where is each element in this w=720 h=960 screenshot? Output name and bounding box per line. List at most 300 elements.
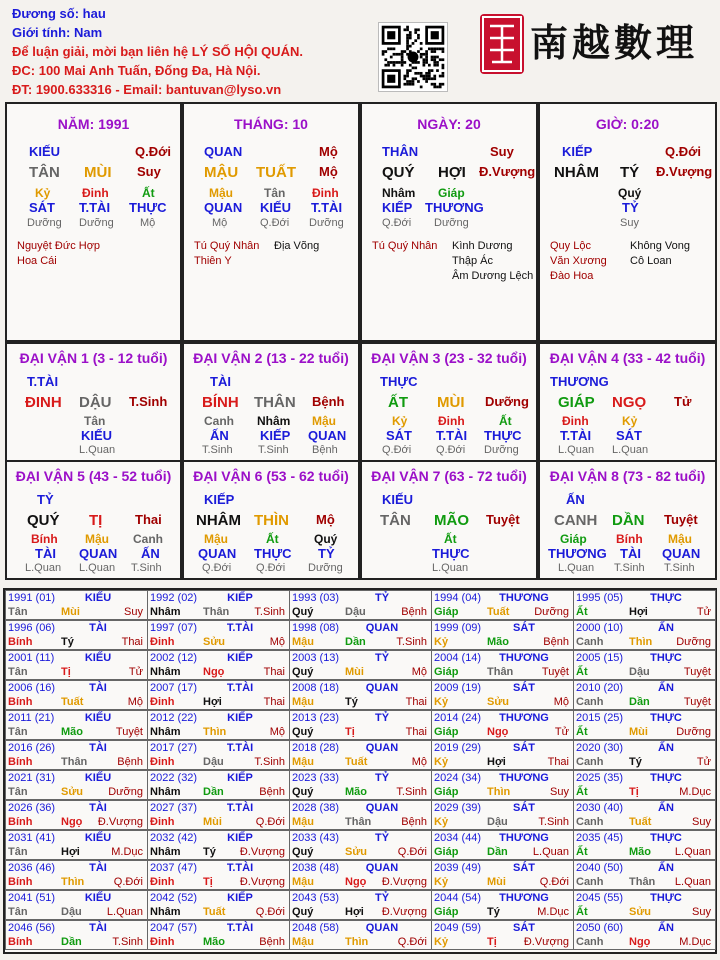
year-status: Suy	[692, 816, 711, 828]
year-line-1	[292, 712, 431, 724]
year-line-1	[576, 592, 715, 604]
year-line-1	[576, 922, 715, 934]
year-branch: Ngọ	[345, 876, 367, 888]
year-branch: Ngọ	[61, 816, 83, 828]
year-line-2	[434, 906, 573, 918]
year-line-2	[8, 786, 147, 798]
year-label: 2032 (42)	[150, 832, 198, 844]
chart-text: Giáp	[560, 532, 587, 546]
year-branch: Hợi	[61, 846, 80, 858]
year-status: Mộ	[127, 696, 143, 708]
year-line-2	[150, 756, 289, 768]
year-line-1	[576, 772, 715, 784]
header-value: Nam	[73, 25, 103, 40]
chart-text: THỰC	[129, 200, 167, 215]
year-line-2	[150, 696, 289, 708]
header-label: Giới tính:	[12, 25, 74, 40]
year-line-1	[8, 832, 147, 844]
year-cell	[147, 710, 290, 740]
year-status: Tuyệt	[683, 666, 711, 678]
year-grid	[3, 588, 717, 954]
year-line-1	[8, 622, 147, 634]
year-line-2	[292, 696, 431, 708]
chart-text: SÁT	[29, 200, 55, 215]
year-label: 2045 (55)	[576, 892, 624, 904]
year-tenshen: T.TÀI	[226, 922, 254, 934]
year-tenshen: KIẾU	[84, 772, 112, 784]
year-cell	[5, 710, 148, 740]
year-tenshen: TỶ	[374, 592, 390, 604]
year-cell	[147, 920, 290, 950]
year-line-2	[576, 726, 715, 738]
year-line-2	[150, 906, 289, 918]
year-line-2	[576, 666, 715, 678]
chart-text: Mộ	[319, 164, 338, 179]
year-label: 2041 (51)	[8, 892, 56, 904]
year-line-1	[434, 832, 573, 844]
year-stem: Giáp	[434, 906, 459, 918]
year-label: 1993 (03)	[292, 592, 340, 604]
year-stem: Kỷ	[434, 636, 449, 648]
chart-text: Kỷ	[622, 414, 638, 428]
year-label: 2026 (36)	[8, 802, 56, 814]
year-line-1	[8, 802, 147, 814]
pillar-title: GIỜ: 0:20	[595, 116, 660, 132]
year-stem: Quý	[292, 786, 314, 798]
chart-text: CANH	[554, 512, 598, 529]
year-stem: Canh	[576, 936, 604, 948]
year-label: 2034 (44)	[434, 832, 482, 844]
year-line-1	[434, 892, 573, 904]
year-tenshen: SÁT	[513, 802, 535, 814]
year-cell	[5, 650, 148, 680]
year-stem: Đinh	[150, 816, 175, 828]
year-line-2	[434, 816, 573, 828]
year-tenshen: QUAN	[365, 622, 399, 634]
year-status: Mộ	[269, 636, 285, 648]
year-label: 2021 (31)	[8, 772, 56, 784]
year-label: 2016 (26)	[8, 742, 56, 754]
year-line-1	[576, 832, 715, 844]
chart-text: T.TÀI	[436, 428, 468, 443]
year-branch: Sửu	[61, 786, 84, 798]
year-status: Tuyệt	[115, 726, 143, 738]
year-stem: Mậu	[292, 636, 314, 648]
year-branch: Thân	[345, 816, 372, 828]
year-line-2	[292, 756, 431, 768]
year-label: 2001 (11)	[8, 652, 55, 664]
chart-text: KIẾP	[562, 144, 593, 159]
year-status: Tử	[554, 726, 569, 738]
chart-text: THƯƠNG	[550, 374, 609, 389]
chart-text: THÂN	[382, 144, 419, 159]
year-line-1	[434, 622, 573, 634]
year-branch: Thân	[629, 876, 656, 888]
chart-text: T.Sinh	[202, 444, 233, 456]
year-branch: Dậu	[203, 756, 224, 768]
year-tenshen: THỰC	[650, 652, 682, 664]
year-status: Bệnh	[259, 786, 285, 798]
year-cell	[147, 890, 290, 920]
year-branch: Thìn	[629, 636, 653, 648]
year-status: Đ.Vượng	[381, 876, 427, 888]
chart-text: Đinh	[438, 414, 465, 428]
year-stem: Kỷ	[434, 936, 449, 948]
year-status: Mộ	[411, 666, 427, 678]
year-branch: Ngọ	[629, 936, 651, 948]
chart-text: Dưỡng	[484, 444, 519, 456]
year-label: 2005 (15)	[576, 652, 624, 664]
year-status: M.Dục	[111, 846, 143, 858]
year-branch: Tý	[61, 636, 74, 648]
year-line-1	[8, 652, 147, 664]
year-branch: Sửu	[345, 846, 368, 858]
year-status: Tử	[128, 666, 143, 678]
year-line-1	[576, 802, 715, 814]
dai-van-cell	[538, 342, 717, 462]
year-stem: Đinh	[150, 636, 175, 648]
year-tenshen: THƯƠNG	[499, 652, 549, 664]
chart-text: KIẾP	[382, 200, 413, 215]
chart-text: TUẤT	[256, 164, 296, 181]
year-status: Bệnh	[259, 936, 285, 948]
year-stem: Tân	[8, 726, 28, 738]
year-cell	[573, 770, 716, 800]
year-line-1	[434, 742, 573, 754]
year-cell	[147, 860, 290, 890]
year-branch: Sửu	[629, 906, 652, 918]
year-cell	[147, 830, 290, 860]
year-line-2	[576, 636, 715, 648]
chart-text: Tân	[84, 414, 106, 428]
chart-text: NGỌ	[612, 394, 647, 411]
year-branch: Tuất	[203, 906, 226, 918]
chart-text: MÃO	[434, 512, 469, 529]
year-branch: Mão	[203, 936, 225, 948]
year-status: Tử	[696, 606, 711, 618]
dai-van-title: ĐẠI VẬN 8 (73 - 82 tuổi)	[549, 468, 706, 484]
year-stem: Canh	[576, 876, 604, 888]
year-line-1	[150, 652, 289, 664]
year-line-1	[150, 742, 289, 754]
year-stem: Quý	[292, 846, 314, 858]
year-branch: Thìn	[345, 936, 369, 948]
pillar-title: THÁNG: 10	[234, 116, 308, 132]
year-line-1	[576, 712, 715, 724]
year-tenshen: THƯƠNG	[499, 892, 549, 904]
year-branch: Hợi	[487, 756, 506, 768]
year-branch: Tuất	[345, 756, 368, 768]
year-line-1	[292, 832, 431, 844]
chart-text: QUAN	[308, 428, 347, 443]
year-status: Q.Đới	[113, 876, 143, 888]
year-tenshen: THỰC	[650, 892, 682, 904]
year-status: Đ.Vượng	[239, 846, 285, 858]
year-line-1	[292, 592, 431, 604]
year-status: Thai	[547, 756, 569, 768]
chart-text: Tú Quý Nhân	[194, 240, 260, 252]
year-branch: Dậu	[345, 606, 366, 618]
chart-text: NHÂM	[554, 164, 599, 181]
chart-text: THƯƠNG	[425, 200, 484, 215]
year-tenshen: T.TÀI	[226, 742, 254, 754]
year-label: 2011 (21)	[8, 712, 55, 724]
year-line-1	[434, 652, 573, 664]
chart-text: L.Quan	[432, 562, 469, 574]
year-line-2	[292, 636, 431, 648]
year-cell	[431, 710, 574, 740]
year-label: 2044 (54)	[434, 892, 482, 904]
chart-text: L.Quan	[79, 562, 116, 574]
dai-van-cell	[5, 460, 182, 580]
year-status: Đ.Vượng	[239, 876, 285, 888]
year-cell	[431, 680, 574, 710]
year-branch: Tuất	[629, 816, 652, 828]
year-line-2	[576, 756, 715, 768]
year-branch: Mão	[629, 846, 651, 858]
year-cell	[431, 740, 574, 770]
year-label: 2046 (56)	[8, 922, 56, 934]
chart-text: L.Quan	[25, 562, 62, 574]
year-tenshen: QUAN	[365, 742, 399, 754]
year-branch: Tị	[345, 726, 355, 738]
year-cell	[431, 830, 574, 860]
chart-text: QUAN	[79, 546, 118, 561]
year-stem: Quý	[292, 666, 314, 678]
year-cell	[5, 800, 148, 830]
year-line-1	[150, 922, 289, 934]
chart-text: TÝ	[620, 164, 640, 181]
year-stem: Kỷ	[434, 696, 449, 708]
chart-text: T.TÀI	[27, 374, 59, 389]
year-label: 2009 (19)	[434, 682, 482, 694]
chart-text: Tuyệt	[664, 512, 698, 527]
year-branch: Thân	[61, 756, 88, 768]
year-line-2	[434, 846, 573, 858]
chart-text: Kỷ	[392, 414, 408, 428]
year-cell	[147, 740, 290, 770]
year-cell	[289, 920, 432, 950]
year-line-1	[150, 862, 289, 874]
header-line: ĐC: 100 Mai Anh Tuấn, Đống Đa, Hà Nội.	[12, 63, 261, 78]
chart-text: Tú Quý Nhân	[372, 240, 438, 252]
year-line-2	[150, 666, 289, 678]
year-stem: Mậu	[292, 696, 314, 708]
year-stem: Tân	[8, 786, 28, 798]
year-stem: Bính	[8, 756, 33, 768]
year-label: 2012 (22)	[150, 712, 198, 724]
year-label: 2029 (39)	[434, 802, 482, 814]
brand-title: 南越數理	[530, 20, 699, 65]
year-line-1	[434, 712, 573, 724]
year-status: L.Quan	[532, 846, 569, 858]
year-status: T.Sinh	[538, 816, 569, 828]
chart-text: Mậu	[312, 414, 336, 428]
year-tenshen: THỰC	[650, 772, 682, 784]
chart-text: Mộ	[316, 512, 335, 527]
year-line-1	[434, 682, 573, 694]
chart-text: Q.Đới	[135, 144, 171, 159]
year-branch: Dần	[61, 936, 82, 948]
year-branch: Tuất	[61, 696, 84, 708]
year-line-1	[576, 652, 715, 664]
year-line-2	[576, 696, 715, 708]
year-branch: Dần	[345, 636, 366, 648]
chart-text: Tử	[674, 394, 692, 409]
year-tenshen: T.TÀI	[226, 862, 254, 874]
dai-van-cell	[182, 460, 360, 580]
year-tenshen: TỶ	[374, 772, 390, 784]
year-branch: Dần	[487, 846, 508, 858]
year-cell	[431, 860, 574, 890]
year-branch: Hợi	[629, 606, 648, 618]
year-branch: Mão	[61, 726, 83, 738]
chart-text: Quý	[618, 186, 642, 200]
dai-van-title: ĐẠI VẬN 4 (33 - 42 tuổi)	[549, 350, 706, 366]
chart-text: Mậu	[668, 532, 692, 546]
chart-text: Đ.Vượng	[479, 164, 536, 179]
year-line-2	[292, 936, 431, 948]
chart-text: QUAN	[204, 144, 243, 159]
year-branch: Hợi	[203, 696, 222, 708]
year-label: 2003 (13)	[292, 652, 340, 664]
year-line-1	[292, 652, 431, 664]
year-tenshen: KIẾP	[227, 592, 253, 604]
year-tenshen: QUAN	[365, 922, 399, 934]
chart-text: Giáp	[438, 186, 465, 200]
year-stem: Quý	[292, 726, 314, 738]
year-stem: Mậu	[292, 816, 314, 828]
year-tenshen: KIẾU	[84, 652, 112, 664]
year-label: 2030 (40)	[576, 802, 624, 814]
year-stem: Ất	[576, 846, 588, 858]
year-stem: Tân	[8, 906, 28, 918]
year-stem: Nhâm	[150, 726, 181, 738]
year-label: 2019 (29)	[434, 742, 482, 754]
year-label: 1997 (07)	[150, 622, 198, 634]
year-line-1	[150, 802, 289, 814]
year-tenshen: KIẾP	[227, 772, 253, 784]
year-tenshen: THỰC	[650, 712, 682, 724]
year-cell	[147, 800, 290, 830]
year-tenshen: SÁT	[513, 862, 535, 874]
year-label: 2039 (49)	[434, 862, 482, 874]
year-tenshen: T.TÀI	[226, 622, 254, 634]
chart-text: Bính	[616, 532, 643, 546]
chart-text: T.TÀI	[311, 200, 343, 215]
chart-text: Bệnh	[312, 444, 338, 456]
chart-text: BÍNH	[202, 394, 239, 411]
chart-text: L.Quan	[558, 562, 595, 574]
pillar-cell	[538, 102, 717, 342]
year-line-2	[576, 906, 715, 918]
year-status: Mộ	[269, 726, 285, 738]
chart-text: Đinh	[562, 414, 589, 428]
chart-text: KIẾU	[382, 492, 414, 507]
year-status: T.Sinh	[254, 606, 285, 618]
year-line-2	[8, 756, 147, 768]
dai-van-title: ĐẠI VẬN 5 (43 - 52 tuổi)	[15, 468, 172, 484]
year-cell	[289, 650, 432, 680]
year-tenshen: TỶ	[374, 652, 390, 664]
year-status: Thai	[263, 696, 285, 708]
chart-text: Đinh	[312, 186, 339, 200]
year-line-2	[8, 666, 147, 678]
year-cell	[5, 890, 148, 920]
chart-text: Thập Ác	[452, 255, 493, 267]
year-status: M.Dục	[537, 906, 569, 918]
chart-text: THỰC	[254, 546, 292, 561]
year-cell	[5, 770, 148, 800]
year-tenshen: THƯƠNG	[499, 772, 549, 784]
year-status: Q.Đới	[397, 846, 427, 858]
chart-text: ẤN	[141, 546, 160, 561]
header-line: Để luận giải, mời bạn liên hệ LÝ SỐ HỘI QUÁN.	[12, 44, 303, 59]
year-status: Mộ	[553, 696, 569, 708]
year-stem: Quý	[292, 906, 314, 918]
year-cell	[431, 800, 574, 830]
seal-icon	[480, 14, 524, 74]
chart-text: Bệnh	[312, 394, 345, 409]
year-branch: Mùi	[203, 816, 222, 828]
chart-text: Hoa Cái	[17, 255, 57, 267]
year-stem: Tân	[8, 606, 28, 618]
year-line-2	[8, 726, 147, 738]
year-line-1	[292, 862, 431, 874]
year-cell	[147, 680, 290, 710]
year-line-1	[150, 772, 289, 784]
year-line-2	[434, 666, 573, 678]
chart-text: Kình Dương	[452, 240, 513, 252]
year-stem: Ất	[576, 786, 588, 798]
chart-text: TỊ	[89, 512, 103, 529]
year-tenshen: KIẾU	[84, 712, 112, 724]
year-line-1	[8, 712, 147, 724]
year-cell	[573, 620, 716, 650]
chart-text: THỰC	[484, 428, 522, 443]
dai-van-cell	[360, 460, 538, 580]
year-stem: Tân	[8, 846, 28, 858]
year-cell	[431, 650, 574, 680]
year-branch: Dần	[629, 696, 650, 708]
year-line-2	[150, 786, 289, 798]
chart-text: Q.Đới	[665, 144, 701, 159]
year-line-1	[8, 892, 147, 904]
chart-text: Q.Đới	[382, 217, 412, 229]
dai-van-title: ĐẠI VẬN 6 (53 - 62 tuổi)	[193, 468, 349, 484]
dai-van-cell	[360, 342, 538, 462]
year-label: 2008 (18)	[292, 682, 340, 694]
year-line-2	[576, 606, 715, 618]
year-label: 2004 (14)	[434, 652, 482, 664]
chart-text: Mậu	[204, 532, 228, 546]
year-status: Bệnh	[401, 606, 427, 618]
year-tenshen: SÁT	[513, 742, 535, 754]
year-line-2	[292, 846, 431, 858]
chart-text: TÀI	[620, 546, 641, 561]
year-line-1	[292, 622, 431, 634]
year-label: 2038 (48)	[292, 862, 340, 874]
chart-text: DẬU	[79, 394, 112, 411]
chart-text: T.Sinh	[129, 394, 168, 409]
year-line-2	[150, 846, 289, 858]
chart-text: Thai	[135, 512, 162, 527]
year-cell	[573, 920, 716, 950]
chart-text: Đ.Vượng	[656, 164, 713, 179]
year-branch: Mão	[345, 786, 367, 798]
dai-van-cell	[182, 342, 360, 462]
year-tenshen: QUAN	[365, 802, 399, 814]
